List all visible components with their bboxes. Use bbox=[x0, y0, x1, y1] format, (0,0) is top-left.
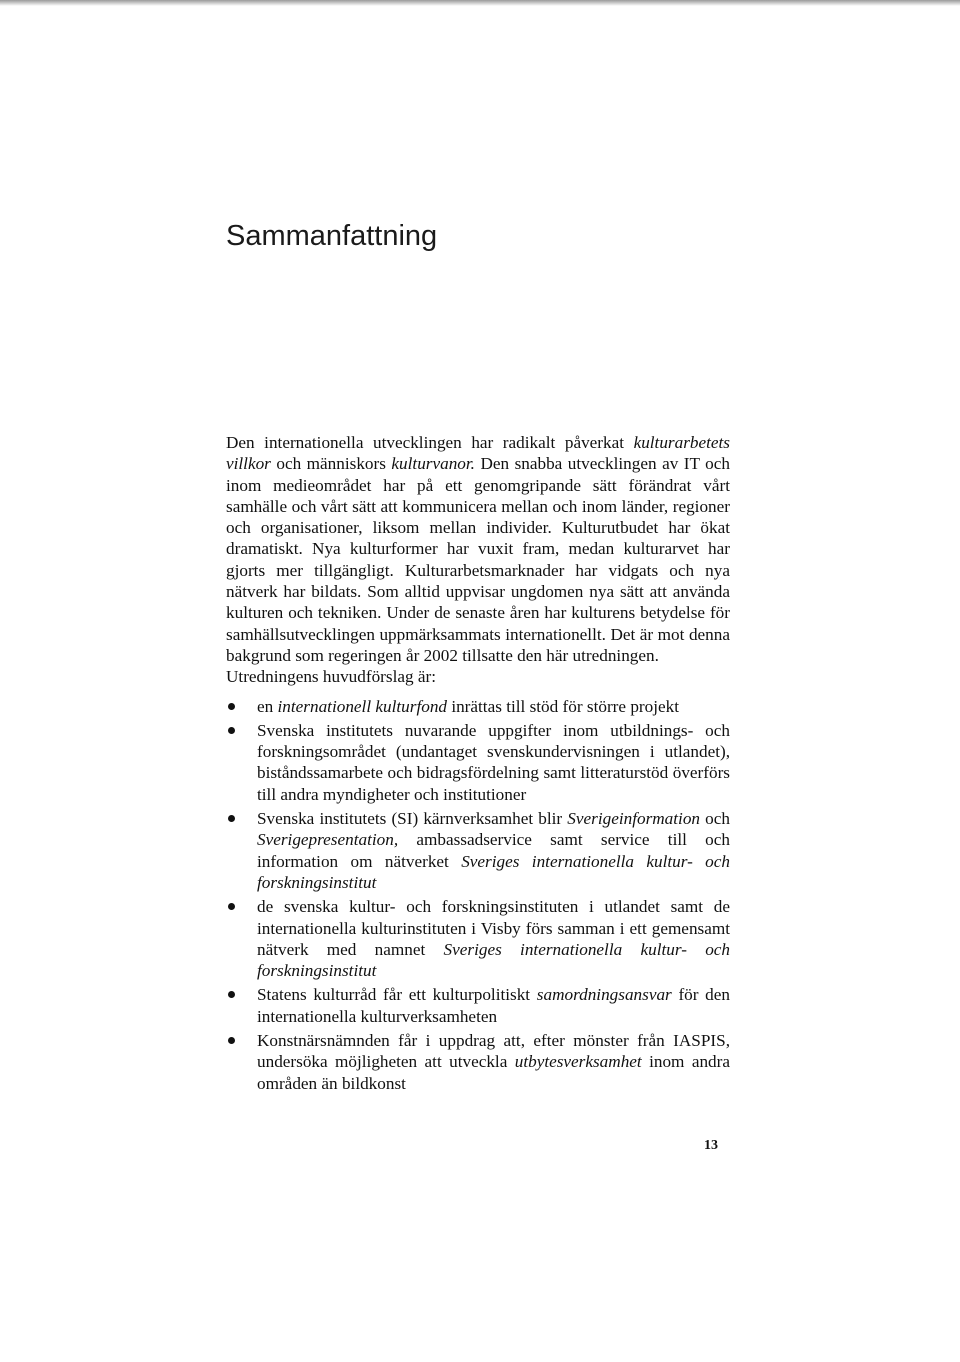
summary-body bbox=[226, 432, 730, 1097]
proposal-text: Konstnärsnämnden får i uppdrag att, efter mönster från IASPIS, undersöka möjligheten att utveckla utbytesverksamhet inom andra områden än bildkonst bbox=[257, 1031, 730, 1093]
proposals-list bbox=[226, 696, 730, 1094]
intro-paragraph: Den internationella utvecklingen har radikalt påverkat kulturarbetets villkor och människors kulturvanor. Den snabba utvecklingen av IT och inom medieområdet har på ett genomgripande sätt förändrat vårt samhälle och vårt sätt att kommunicera mellan och inom länder, regioner och organisationer, liksom mellan individer. Kulturutbudet har ökat dramatiskt. Nya kulturformer har vuxit fram, medan kulturarvet har gjorts mer tillgängligt. Kulturarbetsmarknader har vidgats och nya nätverk har bildats. Som alltid uppvisar ungdomen nya sätt att använda kulturen och tekniken. Under de senaste åren har kulturens betydelse för samhällsutvecklingen uppmärksammats internationellt. Det är mot denna bakgrund som regeringen år 2002 tillsatte den här utredningen. bbox=[226, 433, 730, 665]
scan-top-edge bbox=[0, 0, 960, 6]
italic-run: internationell kulturfond bbox=[277, 696, 448, 716]
italic-run: kulturarbetets villkor bbox=[226, 433, 730, 474]
page-title: Sammanfattning bbox=[226, 220, 438, 252]
italic-run: Sverigeinformation bbox=[567, 809, 701, 829]
proposal-item bbox=[226, 808, 730, 893]
proposal-item bbox=[226, 896, 730, 981]
italic-run: Sverigepresentation, bbox=[257, 830, 399, 850]
italic-run: Sveriges internationella kultur- och forskningsinstitut bbox=[257, 939, 731, 981]
italic-run: samordningsansvar bbox=[536, 985, 672, 1005]
proposal-item bbox=[226, 984, 730, 1027]
proposals-lead: Utredningens huvudförslag är: bbox=[226, 667, 437, 687]
italic-run: utbytesverksamhet bbox=[514, 1052, 642, 1072]
italic-run: kulturvanor. bbox=[391, 454, 475, 474]
bullet-icon bbox=[228, 815, 235, 822]
proposal-text: de svenska kultur- och forskningsinstituten i utlandet samt de internationella kulturinstituten i Visby förs samman i ett gemensamt nätverk med namnet Sveriges internationella kultur- och forskningsinstitut bbox=[257, 897, 731, 981]
bullet-icon bbox=[228, 703, 235, 710]
italic-run: Sveriges internationella kultur- och forskningsinstitut bbox=[257, 851, 730, 892]
page-number: 13 bbox=[704, 1138, 718, 1153]
proposal-item bbox=[226, 720, 730, 805]
bullet-icon bbox=[228, 991, 235, 998]
bullet-icon bbox=[228, 1037, 235, 1044]
proposal-text: en internationell kulturfond inrättas till stöd för större projekt bbox=[257, 696, 679, 716]
proposal-text: Svenska institutets (SI) kärnverksamhet blir Sverigeinformation och Sverigepresentation, ambassadservice samt service till och information om nätverket Sveriges internationella kultur- och forskningsinstitut bbox=[257, 809, 730, 892]
proposal-item bbox=[226, 1030, 730, 1094]
proposal-text: Statens kulturråd får ett kulturpolitiskt samordningsansvar för den internationella kulturverksamheten bbox=[257, 985, 730, 1026]
bullet-icon bbox=[228, 903, 235, 910]
proposal-item bbox=[226, 696, 730, 717]
proposal-text: Svenska institutets nuvarande uppgifter inom utbildnings- och forskningsområdet (undantaget svenskundervisningen i utlandet), biståndssamarbete och bidragsfördelning samt litteraturstöd överförs till andra myndigheter och institutioner bbox=[257, 720, 730, 804]
bullet-icon bbox=[228, 727, 235, 734]
